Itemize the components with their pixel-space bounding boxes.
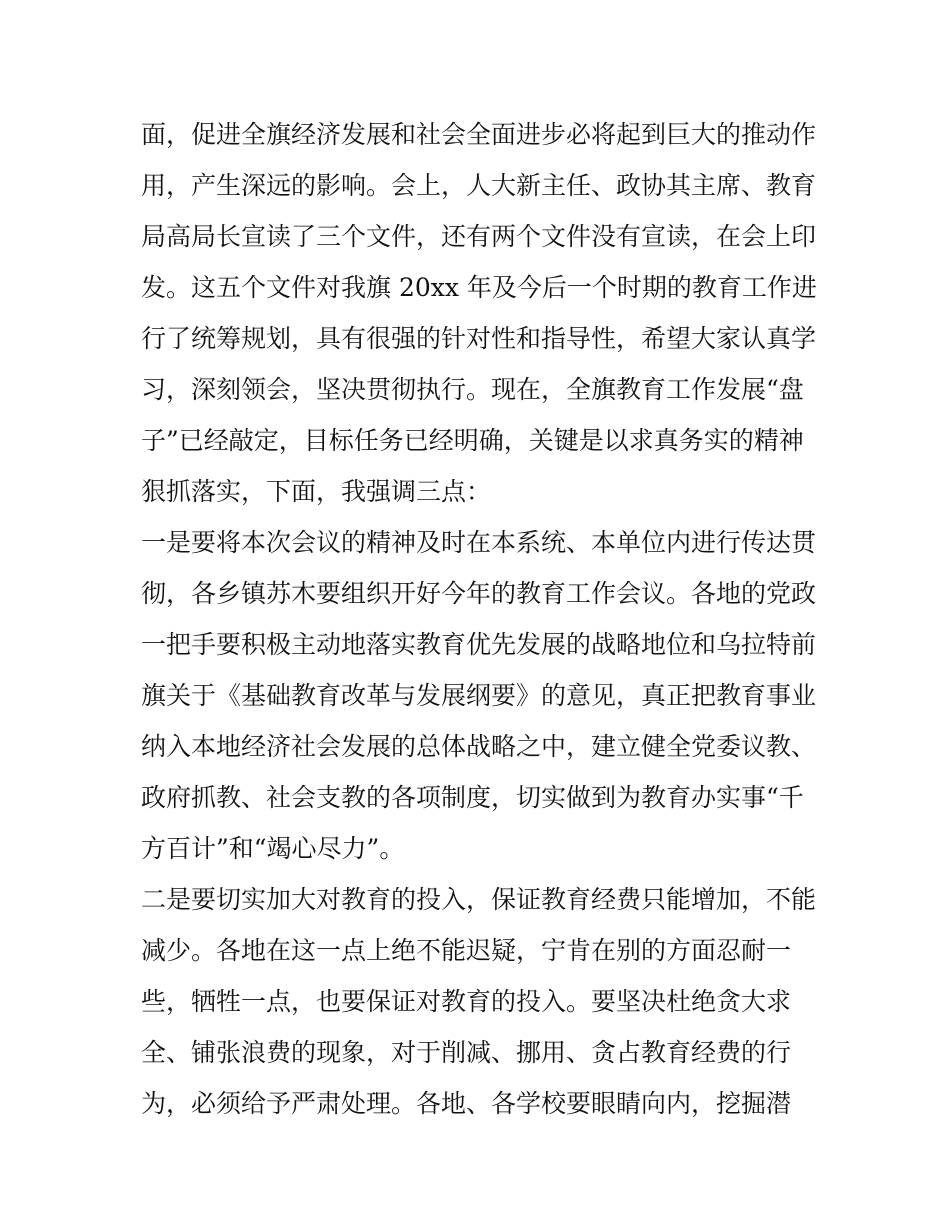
text-line: 狠抓落实，下面，我强调三点： xyxy=(141,477,492,506)
text-line: 局高局长宣读了三个文件，还有两个文件没有宣读，在会上印 xyxy=(141,222,817,251)
text-line: 行了统筹规划，具有很强的针对性和指导性，希望大家认真学 xyxy=(141,324,817,353)
text-line: 发。这五个文件对我旗 20xx 年及今后一个时期的教育工作进 xyxy=(141,273,817,302)
text-line: 些，牺牲一点，也要保证对教育的投入。要坚决杜绝贪大求 xyxy=(141,987,792,1016)
text-line: 为，必须给予严肃处理。各地、各学校要眼睛向内，挖掘潜 xyxy=(141,1089,792,1118)
text-line: 彻，各乡镇苏木要组织开好今年的教育工作会议。各地的党政 xyxy=(141,579,817,608)
text-line: 二是要切实加大对教育的投入，保证教育经费只能增加，不能 xyxy=(141,885,817,914)
text-line: 政府抓教、社会支教的各项制度，切实做到为教育办实事“千 xyxy=(141,783,804,812)
text-line: 方百计”和“竭心尽力”。 xyxy=(141,834,405,863)
text-line: 旗关于《基础教育改革与发展纲要》的意见，真正把教育事业 xyxy=(141,681,817,710)
text-line: 用，产生深远的影响。会上，人大新主任、政协其主席、教育 xyxy=(141,171,817,200)
text-line: 一把手要积极主动地落实教育优先发展的战略地位和乌拉特前 xyxy=(141,630,817,659)
text-line: 减少。各地在这一点上绝不能迟疑，宁肯在别的方面忍耐一 xyxy=(141,936,792,965)
text-line: 面，促进全旗经济发展和社会全面进步必将起到巨大的推动作 xyxy=(141,120,817,149)
text-line: 全、铺张浪费的现象，对于削减、挪用、贪占教育经费的行 xyxy=(141,1038,792,1067)
text-line: 习，深刻领会，坚决贯彻执行。现在，全旗教育工作发展“盘 xyxy=(141,375,804,404)
text-line: 子”已经敲定，目标任务已经明确，关键是以求真务实的精神 xyxy=(141,426,804,455)
body-text xyxy=(141,109,821,1129)
text-line: 纳入本地经济社会发展的总体战略之中，建立健全党委议教、 xyxy=(141,732,817,761)
text-line: 一是要将本次会议的精神及时在本系统、本单位内进行传达贯 xyxy=(141,528,817,557)
